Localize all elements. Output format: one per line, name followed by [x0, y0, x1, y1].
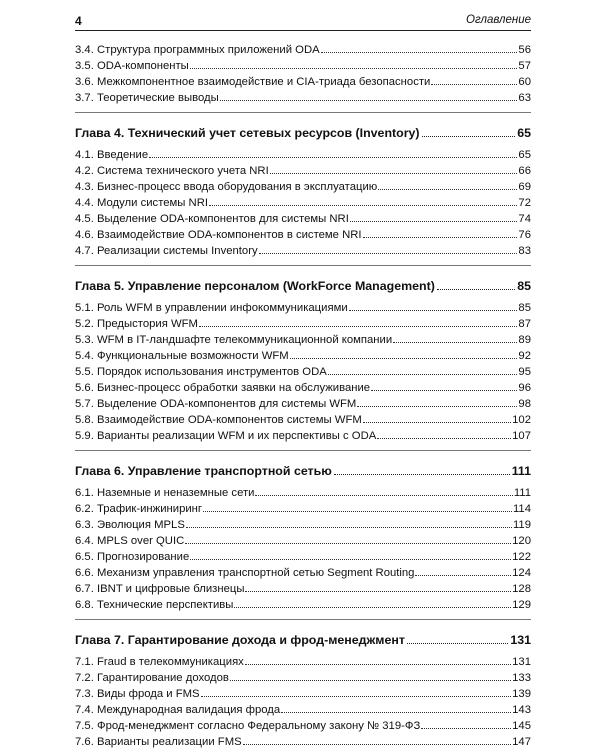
toc-entry[interactable] [75, 599, 531, 615]
dot-leader [190, 559, 511, 560]
entry-title: 4.5. Выделение ODA-компонентов для системы NRI [75, 213, 349, 225]
entry-page: 124 [512, 567, 531, 579]
dot-leader [245, 591, 511, 592]
entry-page: 133 [512, 672, 531, 684]
entry-title: 5.4. Функциональные возможности WFM [75, 350, 289, 362]
toc-entry[interactable] [75, 181, 531, 197]
running-title: Оглавление [466, 14, 531, 26]
entry-page: 56 [518, 44, 531, 56]
entry-page: 60 [518, 76, 531, 88]
dot-leader [201, 696, 512, 697]
table-of-contents [75, 44, 531, 752]
dot-leader [421, 728, 511, 729]
toc-entry[interactable] [75, 414, 531, 430]
dot-leader [203, 511, 512, 512]
chapter-title: Глава 5. Управление персоналом (WorkForce Management) [75, 279, 435, 293]
dot-leader [363, 237, 518, 238]
toc-entry[interactable] [75, 213, 531, 229]
toc-entry[interactable] [75, 672, 531, 688]
entry-page: 111 [513, 487, 531, 499]
chapter-heading[interactable] [75, 464, 531, 485]
dot-leader [243, 744, 512, 745]
dot-leader [234, 607, 511, 608]
entry-title: 7.5. Фрод-менеджмент согласно Федеральному закону № 319-ФЗ [75, 720, 421, 732]
entry-title: 4.6. Взаимодействие ODA-компонентов в системе NRI [75, 229, 362, 241]
entry-page: 143 [512, 704, 531, 716]
entry-page: 76 [518, 229, 531, 241]
toc-entry[interactable] [75, 302, 531, 318]
entry-page: 65 [518, 149, 531, 161]
dot-leader [357, 406, 517, 407]
entry-title: 5.9. Варианты реализации WFM и их перспективы с ODA [75, 430, 377, 442]
entry-title: 5.7. Выделение ODA-компонентов для системы WFM [75, 398, 357, 410]
entry-title: 4.2. Система технического учета NRI [75, 165, 269, 177]
entry-title: 5.1. Роль WFM в управлении инфокоммуникациями [75, 302, 348, 314]
toc-entry[interactable] [75, 229, 531, 245]
entry-page: 128 [512, 583, 531, 595]
entry-title: 3.6. Межкомпонентное взаимодействие и CIA-триада безопасности [75, 76, 431, 88]
entry-title: 6.1. Наземные и неназемные сети [75, 487, 255, 499]
dot-leader [350, 221, 518, 222]
entry-page: 83 [518, 245, 531, 257]
chapter-page: 65 [517, 126, 531, 140]
toc-entry[interactable] [75, 92, 531, 108]
dot-leader [245, 664, 511, 665]
toc-entry[interactable] [75, 318, 531, 334]
dot-leader [328, 374, 518, 375]
entry-title: 5.3. WFM в IT-ландшафте телекоммуникационной компании [75, 334, 393, 346]
dot-leader [378, 189, 517, 190]
entry-title: 6.5. Прогнозирование [75, 551, 190, 563]
entry-page: 122 [512, 551, 531, 563]
toc-entry[interactable] [75, 197, 531, 213]
entry-page: 96 [518, 382, 531, 394]
dot-leader [422, 136, 516, 137]
toc-entry[interactable] [75, 720, 531, 736]
dot-leader [431, 84, 517, 85]
entry-title: 3.4. Структура программных приложений ODA [75, 44, 320, 56]
chapter-page: 85 [517, 279, 531, 293]
entry-title: 3.5. ODA-компоненты [75, 60, 189, 72]
toc-entry[interactable] [75, 149, 531, 165]
dot-leader [220, 100, 518, 101]
page-number: 4 [75, 14, 82, 28]
entry-title: 6.6. Механизм управления транспортной сетью Segment Routing [75, 567, 415, 579]
toc-entry[interactable] [75, 656, 531, 672]
entry-page: 120 [512, 535, 531, 547]
dot-leader [407, 643, 508, 644]
toc-entry[interactable] [75, 245, 531, 261]
chapter-page: 131 [510, 633, 531, 647]
section-divider [75, 265, 531, 266]
toc-entry[interactable] [75, 165, 531, 181]
entry-page: 69 [518, 181, 531, 193]
entry-page: 74 [518, 213, 531, 225]
entry-title: 4.4. Модули системы NRI [75, 197, 209, 209]
toc-entry[interactable] [75, 350, 531, 366]
section-divider [75, 112, 531, 113]
toc-entry[interactable] [75, 76, 531, 92]
dot-leader [349, 310, 518, 311]
entry-page: 85 [518, 302, 531, 314]
dot-leader [255, 495, 512, 496]
entry-title: 6.4. MPLS over QUIC [75, 535, 185, 547]
entry-page: 95 [518, 366, 531, 378]
dot-leader [334, 474, 510, 475]
entry-page: 147 [512, 736, 531, 748]
dot-leader [230, 680, 511, 681]
entry-title: 7.1. Fraud в телекоммуникациях [75, 656, 244, 668]
section-divider [75, 619, 531, 620]
entry-page: 107 [512, 430, 531, 442]
entry-title: 6.8. Технические перспективы [75, 599, 234, 611]
toc-entry[interactable] [75, 382, 531, 398]
toc-entry[interactable] [75, 688, 531, 704]
toc-entry[interactable] [75, 44, 531, 60]
entry-title: 7.3. Виды фрода и FMS [75, 688, 200, 700]
entry-title: 5.5. Порядок использования инструментов ODA [75, 366, 327, 378]
entry-title: 4.7. Реализации системы Inventory [75, 245, 258, 257]
toc-entry[interactable] [75, 551, 531, 567]
chapter-title: Глава 7. Гарантирование дохода и фрод-менеджмент [75, 633, 405, 647]
dot-leader [377, 438, 511, 439]
section-divider [75, 450, 531, 451]
entry-page: 72 [518, 197, 531, 209]
dot-leader [281, 712, 511, 713]
entry-page: 57 [518, 60, 531, 72]
dot-leader [321, 52, 518, 53]
entry-page: 63 [518, 92, 531, 104]
entry-page: 145 [512, 720, 531, 732]
entry-page: 129 [512, 599, 531, 611]
entry-page: 131 [512, 656, 531, 668]
toc-entry[interactable] [75, 583, 531, 599]
entry-title: 7.6. Варианты реализации FMS [75, 736, 242, 748]
entry-title: 5.2. Предыстория WFM [75, 318, 198, 330]
dot-leader [185, 543, 511, 544]
entry-title: 7.4. Международная валидация фрода [75, 704, 281, 716]
chapter-heading[interactable] [75, 126, 531, 147]
dot-leader [209, 205, 517, 206]
toc-entry[interactable] [75, 704, 531, 720]
dot-leader [415, 575, 511, 576]
dot-leader [186, 527, 512, 528]
toc-entry[interactable] [75, 519, 531, 535]
entry-title: 4.1. Введение [75, 149, 149, 161]
chapter-heading[interactable] [75, 279, 531, 300]
toc-entry[interactable] [75, 535, 531, 551]
toc-entry[interactable] [75, 398, 531, 414]
toc-entry[interactable] [75, 487, 531, 503]
dot-leader [371, 390, 517, 391]
entry-title: 6.7. IBNT и цифровые близнецы [75, 583, 245, 595]
dot-leader [199, 326, 517, 327]
toc-entry[interactable] [75, 567, 531, 583]
entry-title: 7.2. Гарантирование доходов [75, 672, 229, 684]
page-header [75, 12, 531, 31]
entry-page: 92 [518, 350, 531, 362]
entry-title: 5.8. Взаимодействие ODA-компонентов системы WFM [75, 414, 362, 426]
entry-title: 6.3. Эволюция MPLS [75, 519, 185, 531]
entry-page: 89 [518, 334, 531, 346]
entry-page: 87 [518, 318, 531, 330]
entry-page: 98 [518, 398, 531, 410]
chapter-title: Глава 4. Технический учет сетевых ресурсов (Inventory) [75, 126, 420, 140]
toc-entry[interactable] [75, 60, 531, 76]
dot-leader [270, 173, 518, 174]
dot-leader [393, 342, 517, 343]
entry-page: 102 [512, 414, 531, 426]
dot-leader [290, 358, 518, 359]
entry-title: 5.6. Бизнес-процесс обработки заявки на обслуживание [75, 382, 371, 394]
dot-leader [437, 289, 515, 290]
chapter-page: 111 [511, 464, 531, 478]
entry-page: 139 [512, 688, 531, 700]
toc-entry[interactable] [75, 503, 531, 519]
toc-entry[interactable] [75, 334, 531, 350]
entry-page: 66 [518, 165, 531, 177]
chapter-title: Глава 6. Управление транспортной сетью [75, 464, 332, 478]
chapter-heading[interactable] [75, 633, 531, 654]
toc-entry[interactable] [75, 366, 531, 382]
entry-title: 3.7. Теоретические выводы [75, 92, 219, 104]
toc-entry[interactable] [75, 430, 531, 446]
entry-page: 119 [512, 519, 531, 531]
entry-title: 4.3. Бизнес-процесс ввода оборудования в эксплуатацию [75, 181, 378, 193]
dot-leader [259, 253, 518, 254]
dot-leader [363, 422, 511, 423]
dot-leader [149, 157, 517, 158]
dot-leader [190, 68, 518, 69]
entry-title: 6.2. Трафик-инжиниринг [75, 503, 203, 515]
entry-page: 114 [512, 503, 531, 515]
